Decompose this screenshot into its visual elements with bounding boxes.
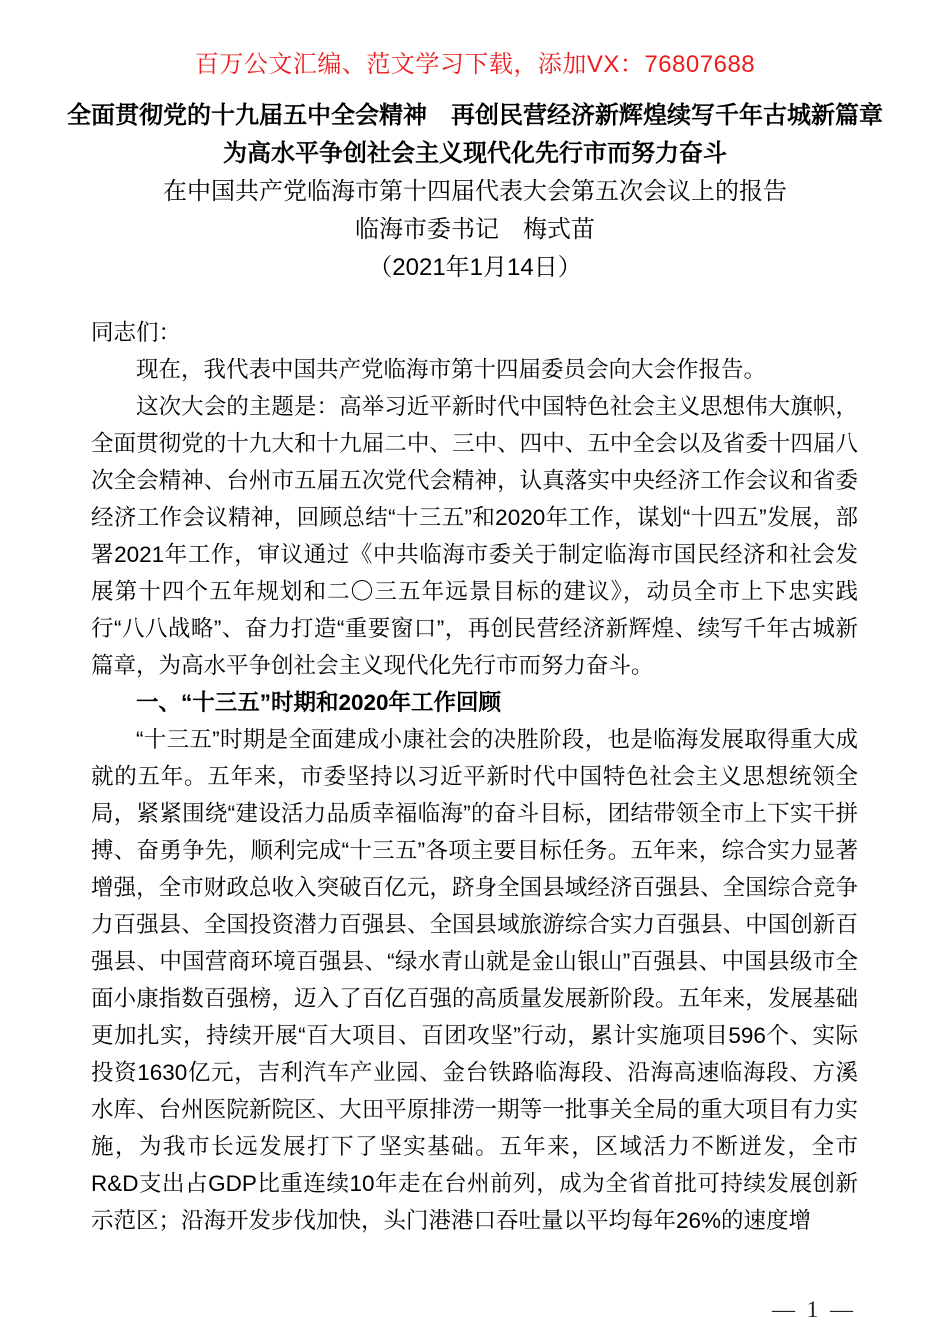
report-author: 临海市委书记 梅式苗 (355, 216, 595, 243)
report-date: （2021年1月14日） (368, 254, 582, 281)
paragraph-review: “十三五”时期是全面建成小康社会的决胜阶段，也是临海发展取得重大成就的五年。五年来，市委坚持以习近平新时代中国特色社会主义思想统领全局，紧紧围绕“建设活力品质幸福临海”的奋斗目标，团结带领全市上下实干拼搏、奋勇争先，顺利完成“十三五”各项主要目标任务。五年来，综合实力显著增强，全市财政总收入突破百亿元，跻身全国县域经济百强县、全国综合竞争力百强县、全国投资潜力百强县、全国县域旅游综合实力百强县、中国创新百强县、中国营商环境百强县、“绿水青山就是金山银山”百强县、中国县级市全面小康指数百强榜，迈入了百亿百强的高质量发展新阶段。五年来，发展基础更加扎实，持续开展“百大项目、百团攻坚”行动，累计实施项目596个、实际投资1630亿元，吉利汽车产业园、金台铁路临海段、沿海高速临海段、方溪水库、台州医院新院区、大田平原排涝一期等一批事关全局的重大项目有力实施，为我市长远发展打下了坚实基础。五年来，区域活力不断迸发，全市R&D支出占GDP比重连续10年走在台州前列，成为全省首批可持续发展创新示范区；沿海开发步伐加快，头门港港口吞吐量以平均每年26%的速度增 (91, 727, 858, 1233)
document-body (91, 314, 858, 1239)
report-occasion: 在中国共产党临海市第十四届代表大会第五次会议上的报告 (163, 178, 787, 205)
report-title-sub: 为高水平争创社会主义现代化先行市而努力奋斗 (223, 140, 727, 167)
paragraph-opening: 现在，我代表中国共产党临海市第十四届委员会向大会作报告。 (136, 357, 767, 382)
watermark-notice: 百万公文汇编、范文学习下载，添加VX：76807688 (194, 51, 756, 78)
page-number: — 1 — (772, 1297, 853, 1322)
section-heading-1: 一、“十三五”时期和2020年工作回顾 (136, 690, 502, 715)
title-block (45, 97, 905, 287)
paragraph-theme: 这次大会的主题是：高举习近平新时代中国特色社会主义思想伟大旗帜，全面贯彻党的十九大和十九届二中、三中、四中、五中全会以及省委十四届八次全会精神、台州市五届五次党代会精神，认真落实中央经济工作会议和省委经济工作会议精神，回顾总结“十三五”和2020年工作，谋划“十四五”发展，部署2021年工作，审议通过《中共临海市委关于制定临海市国民经济和社会发展第十四个五年规划和二〇三五年远景目标的建议》，动员全市上下忠实践行“八八战略”、奋力打造“重要窗口”，再创民营经济新辉煌、续写千年古城新篇章，为高水平争创社会主义现代化先行市而努力奋斗。 (91, 394, 858, 678)
salutation: 同志们： (91, 320, 182, 345)
report-title-main: 全面贯彻党的十九届五中全会精神 再创民营经济新辉煌续写千年古城新篇章 (67, 102, 883, 129)
